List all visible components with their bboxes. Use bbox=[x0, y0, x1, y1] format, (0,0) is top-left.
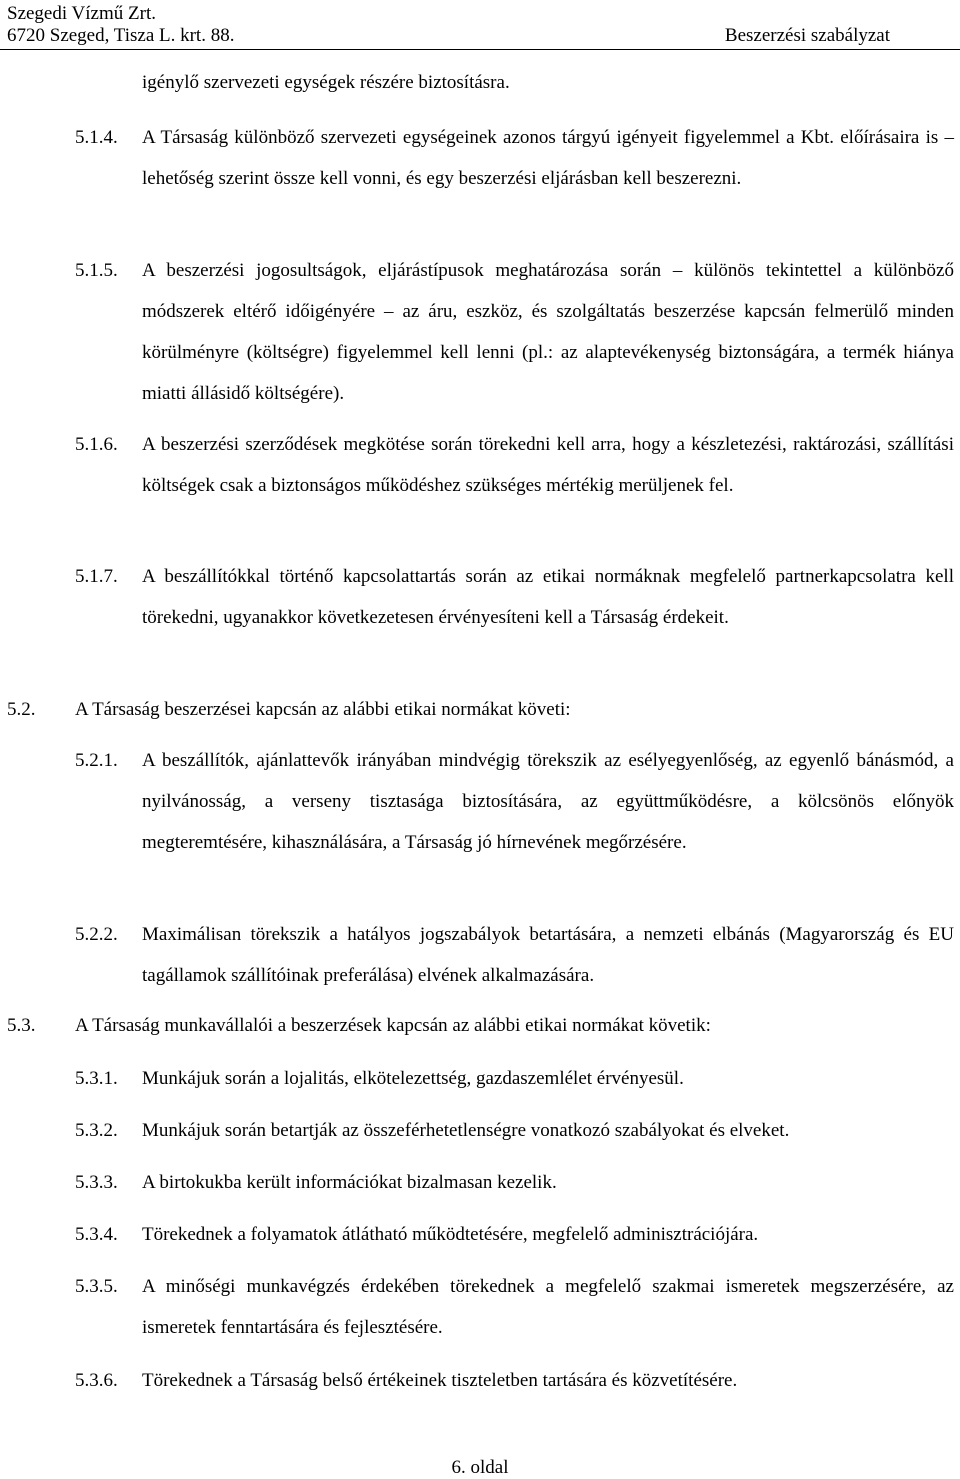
section-number: 5.3. bbox=[7, 1015, 36, 1036]
paragraph-text: A beszállítókkal történő kapcsolattartás során az etikai normáknak megfelelő partnerkapcsolatra kell törekedni, ugyanakkor következetesen érvényesíteni kell a Társaság érdekeit. bbox=[142, 566, 954, 628]
section-number: 5.1.7. bbox=[75, 566, 118, 587]
paragraph-5-3-1: Munkájuk során a lojalitás, elkötelezettség, gazdaszemlélet érvényesül. bbox=[142, 1068, 684, 1089]
paragraph-text: A minőségi munkavégzés érdekében törekednek a megfelelő szakmai ismeretek megszerzésére, az ismeretek fenntartására és fejlesztésére. bbox=[142, 1276, 954, 1338]
section-number: 5.3.2. bbox=[75, 1120, 118, 1141]
paragraph-5-3: A Társaság munkavállalói a beszerzések kapcsán az alábbi etikai normákat követik: bbox=[75, 1015, 711, 1036]
paragraph-text: A beszállítók, ajánlattevők irányában mindvégig törekszik az esélyegyenlőség, az egyenlő bánásmód, a nyilvánosság, a verseny tisztasága biztosítására, az együttműködésre, a kölcsönös előnyök megteremtésére, kihasználására, a Társaság jó hírnevének megőrzésére. bbox=[142, 750, 954, 853]
paragraph-continuation: igénylő szervezeti egységek részére biztosításra. bbox=[142, 72, 510, 93]
paragraph-text: A Társaság különböző szervezeti egységeinek azonos tárgyú igényeit figyelemmel a Kbt. előírásaira is – lehetőség szerint össze kell vonni, és egy beszerzési eljárásban kell beszerezni. bbox=[142, 127, 954, 189]
section-number: 5.2. bbox=[7, 699, 36, 720]
header-left bbox=[7, 3, 234, 47]
section-number: 5.2.2. bbox=[75, 924, 118, 945]
section-number: 5.1.5. bbox=[75, 260, 118, 281]
section-number: 5.2.1. bbox=[75, 750, 118, 771]
paragraph-5-3-4: Törekednek a folyamatok átlátható működtetésére, megfelelő adminisztrációjára. bbox=[142, 1224, 759, 1245]
paragraph-5-1-4 bbox=[142, 117, 954, 199]
paragraph-text: A beszerzési szerződések megkötése során törekedni kell arra, hogy a készletezési, raktározási, szállítási költségek csak a biztonságos működéshez szükséges mértékig merüljenek fel. bbox=[142, 434, 954, 496]
section-number: 5.3.3. bbox=[75, 1172, 118, 1193]
section-number: 5.3.6. bbox=[75, 1370, 118, 1391]
company-name: Szegedi Vízmű Zrt. bbox=[7, 3, 156, 24]
paragraph-5-3-6: Törekednek a Társaság belső értékeinek tiszteletben tartására és közvetítésére. bbox=[142, 1370, 738, 1391]
page-header bbox=[0, 0, 960, 50]
document-title: Beszerzési szabályzat bbox=[724, 25, 890, 46]
page-number: 6. oldal bbox=[451, 1457, 509, 1478]
paragraph-5-2-1 bbox=[142, 740, 954, 863]
company-address: 6720 Szeged, Tisza L. krt. 88. bbox=[7, 25, 235, 46]
paragraph-5-1-6 bbox=[142, 424, 954, 506]
section-number: 5.1.4. bbox=[75, 127, 118, 148]
paragraph-5-1-7 bbox=[142, 556, 954, 638]
section-number: 5.3.4. bbox=[75, 1224, 118, 1245]
paragraph-5-3-3: A birtokukba került információkat bizalmasan kezelik. bbox=[142, 1172, 557, 1193]
paragraph-5-3-2: Munkájuk során betartják az összeférhetetlenségre vonatkozó szabályokat és elveket. bbox=[142, 1120, 790, 1141]
paragraph-5-3-5 bbox=[142, 1266, 954, 1348]
paragraph-5-2: A Társaság beszerzései kapcsán az alábbi etikai normákat követi: bbox=[75, 699, 571, 720]
section-number: 5.3.5. bbox=[75, 1276, 118, 1297]
section-number: 5.3.1. bbox=[75, 1068, 118, 1089]
paragraph-text: A beszerzési jogosultságok, eljárástípusok meghatározása során – különös tekintettel a különböző módszerek eltérő időigényére – az áru, eszköz, és szolgáltatás beszerzése kapcsán felmerülő minden körülményre (költségre) figyelemmel kell lenni (pl.: az alaptevékenység biztonságára, a termék hiánya miatti állásidő költségére). bbox=[142, 260, 954, 404]
paragraph-5-1-5 bbox=[142, 250, 954, 414]
paragraph-5-2-2 bbox=[142, 914, 954, 996]
paragraph-text: Maximálisan törekszik a hatályos jogszabályok betartására, a nemzeti elbánás (Magyarország és EU tagállamok szállítóinak preferálása) elvének alkalmazására. bbox=[142, 924, 954, 986]
section-number: 5.1.6. bbox=[75, 434, 118, 455]
